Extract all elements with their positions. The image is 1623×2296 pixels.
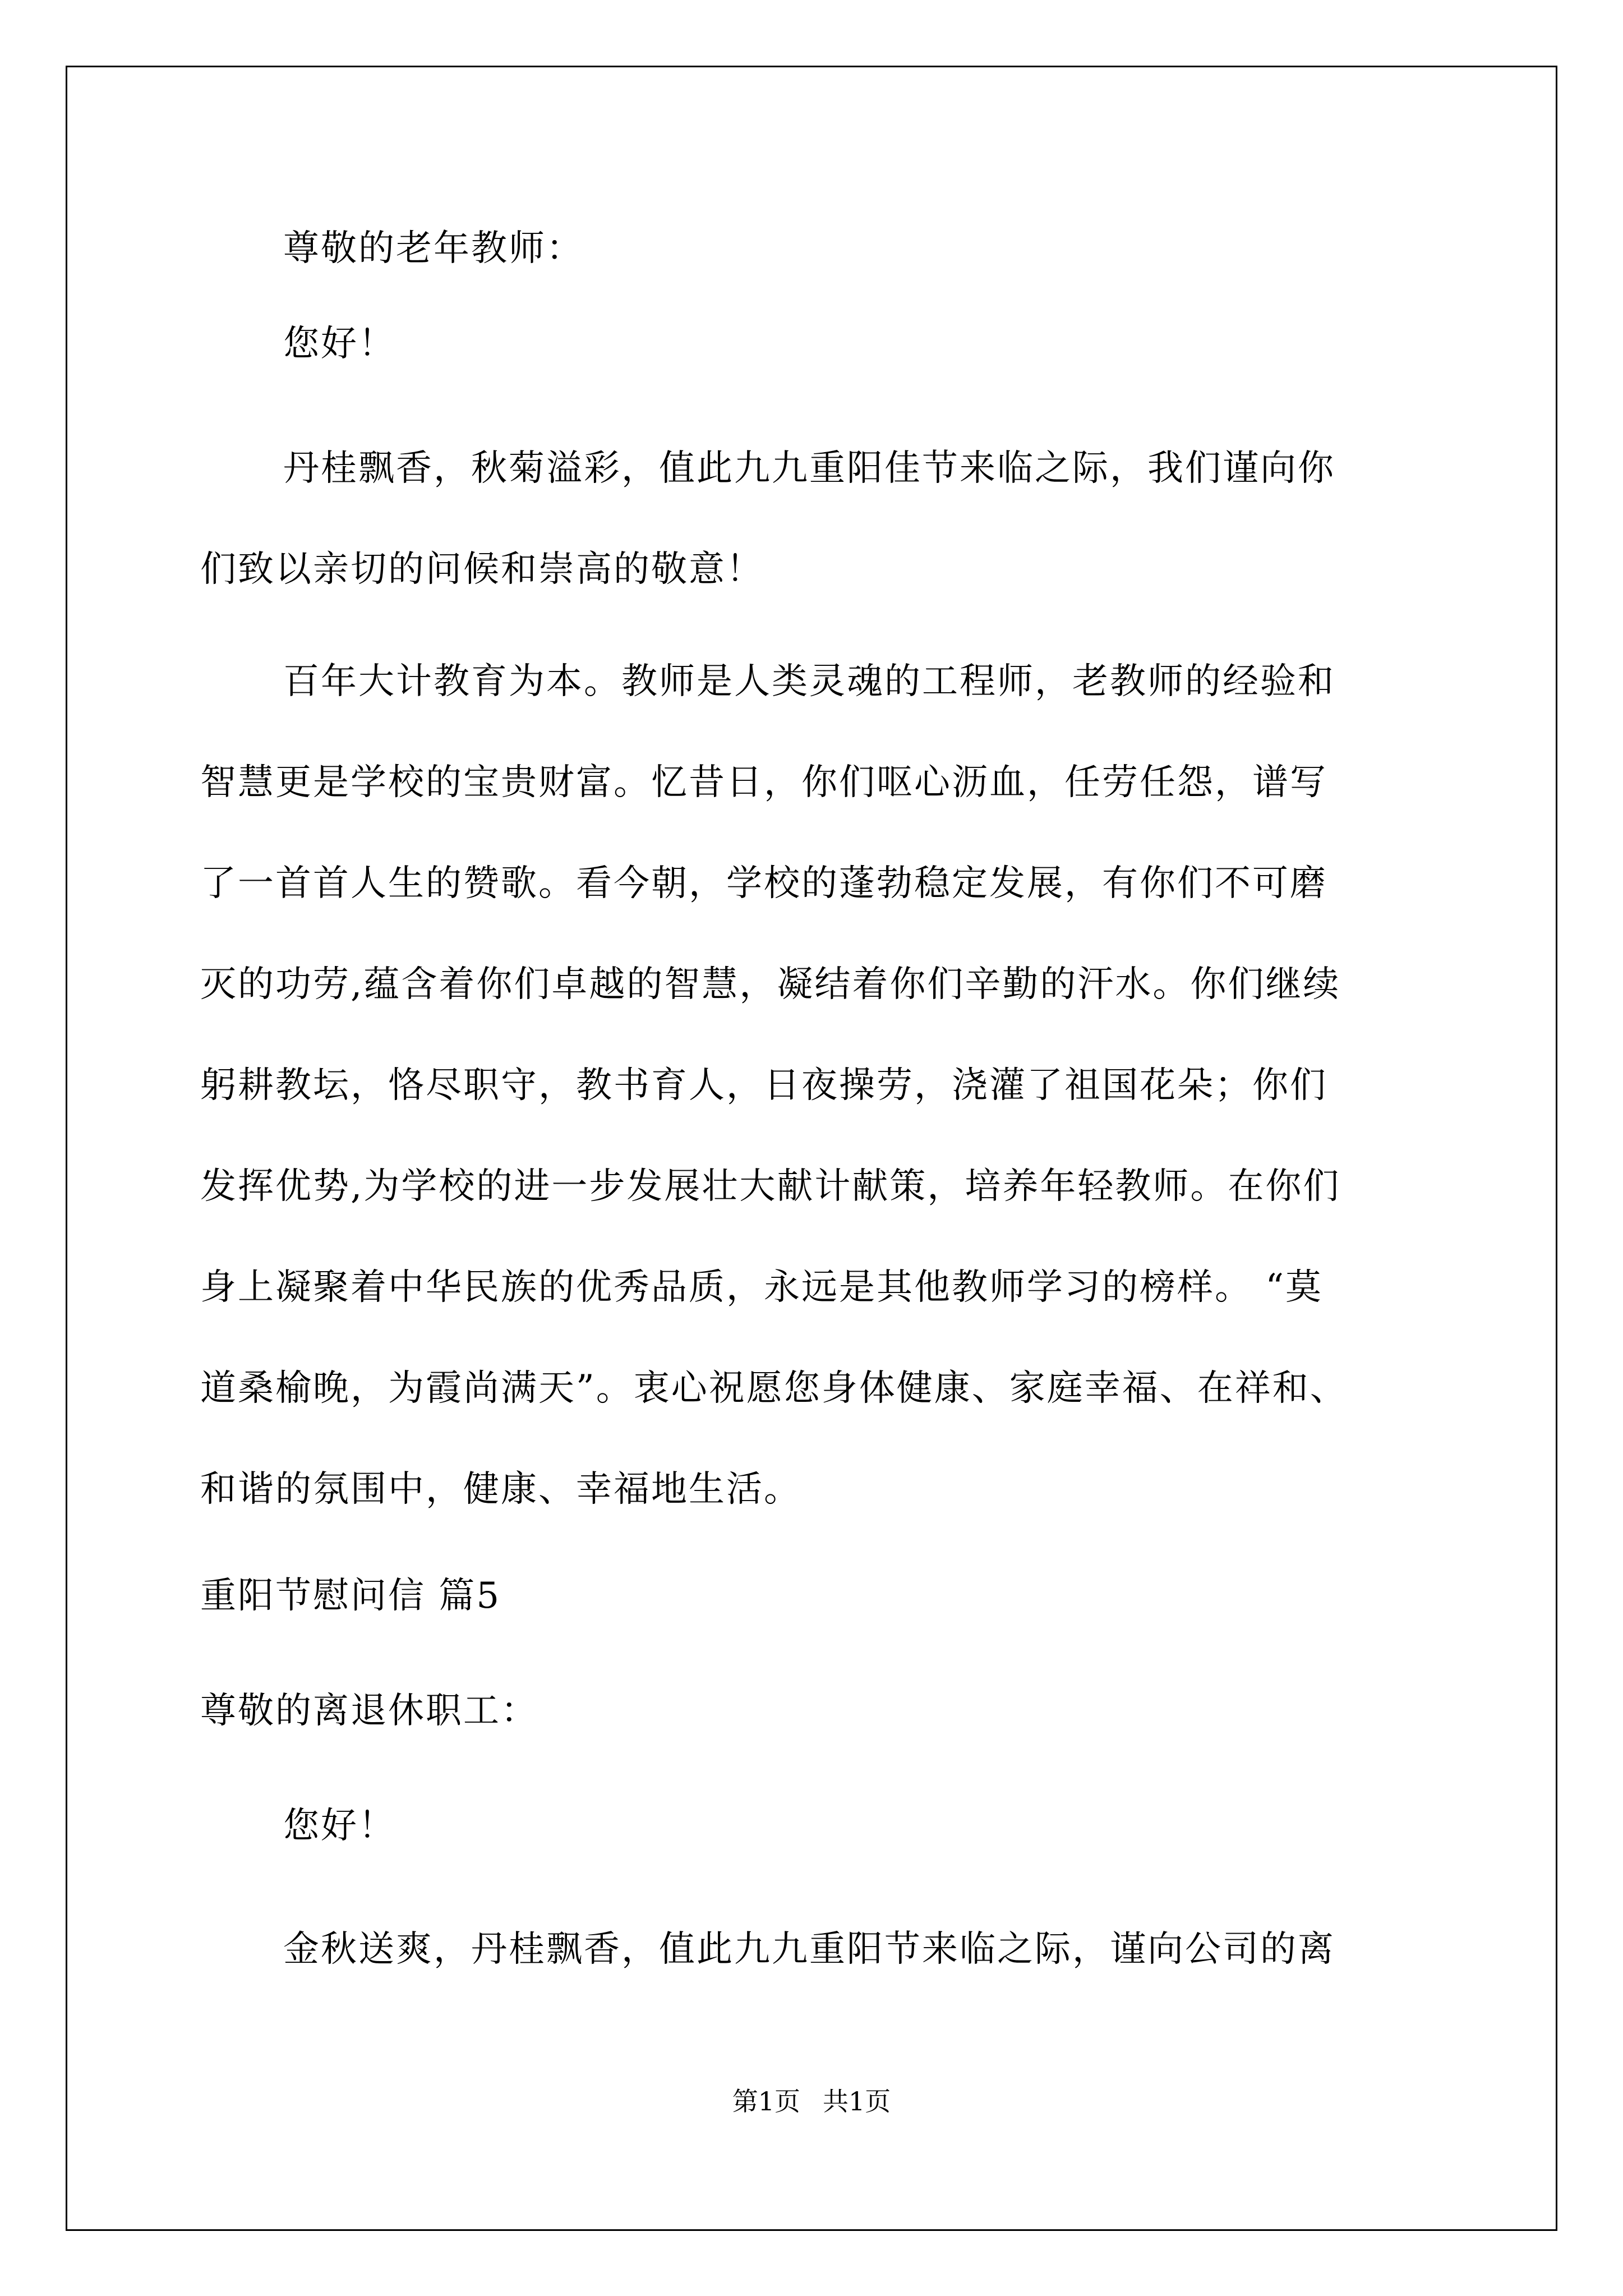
paragraph-line: 了一首首人生的赞歌。看今朝，学校的蓬勃稳定发展，有你们不可磨 xyxy=(200,863,1327,904)
paragraph-line: 百年大计教育为本。教师是人类灵魂的工程师，老教师的经验和 xyxy=(283,661,1335,702)
greeting: 您好！ xyxy=(283,1805,396,1847)
paragraph-line: 发挥优势,为学校的进一步发展壮大献计献策，培养年轻教师。在你们 xyxy=(200,1166,1341,1207)
paragraph-line: 金秋送爽，丹桂飘香，值此九九重阳节来临之际，谨向公司的离 xyxy=(283,1929,1335,1970)
paragraph-line: 丹桂飘香，秋菊溢彩，值此九九重阳佳节来临之际，我们谨向你 xyxy=(283,448,1335,489)
page-border xyxy=(66,66,1557,2231)
salutation-teachers: 尊敬的老年教师： xyxy=(283,228,584,269)
paragraph-line: 躬耕教坛，恪尽职守，教书育人，日夜操劳，浇灌了祖国花朵；你们 xyxy=(200,1065,1327,1106)
salutation-retirees: 尊敬的离退休职工： xyxy=(200,1690,538,1732)
greeting: 您好！ xyxy=(283,323,396,365)
paragraph-line: 道桑榆晚，为霞尚满天”。衷心祝愿您身体健康、家庭幸福、在祥和、 xyxy=(200,1368,1348,1409)
page-footer xyxy=(0,2085,1623,2118)
paragraph-line: 智慧更是学校的宝贵财富。忆昔日，你们呕心沥血，任劳任怨，谱写 xyxy=(200,762,1327,803)
paragraph-line: 和谐的氛围中，健康、幸福地生活。 xyxy=(200,1469,801,1510)
paragraph-line: 身上凝聚着中华民族的优秀品质，永远是其他教师学习的榜样。 “莫 xyxy=(200,1267,1324,1308)
total-pages: 共1页 xyxy=(823,2086,891,2116)
paragraph-line: 灭的功劳,蕴含着你们卓越的智慧，凝结着你们辛勤的汗水。你们继续 xyxy=(200,964,1341,1005)
section-heading: 重阳节慰问信 篇5 xyxy=(200,1575,501,1617)
page-number: 第1页 xyxy=(732,2086,800,2116)
paragraph-line: 们致以亲切的问候和崇高的敬意！ xyxy=(200,549,764,590)
